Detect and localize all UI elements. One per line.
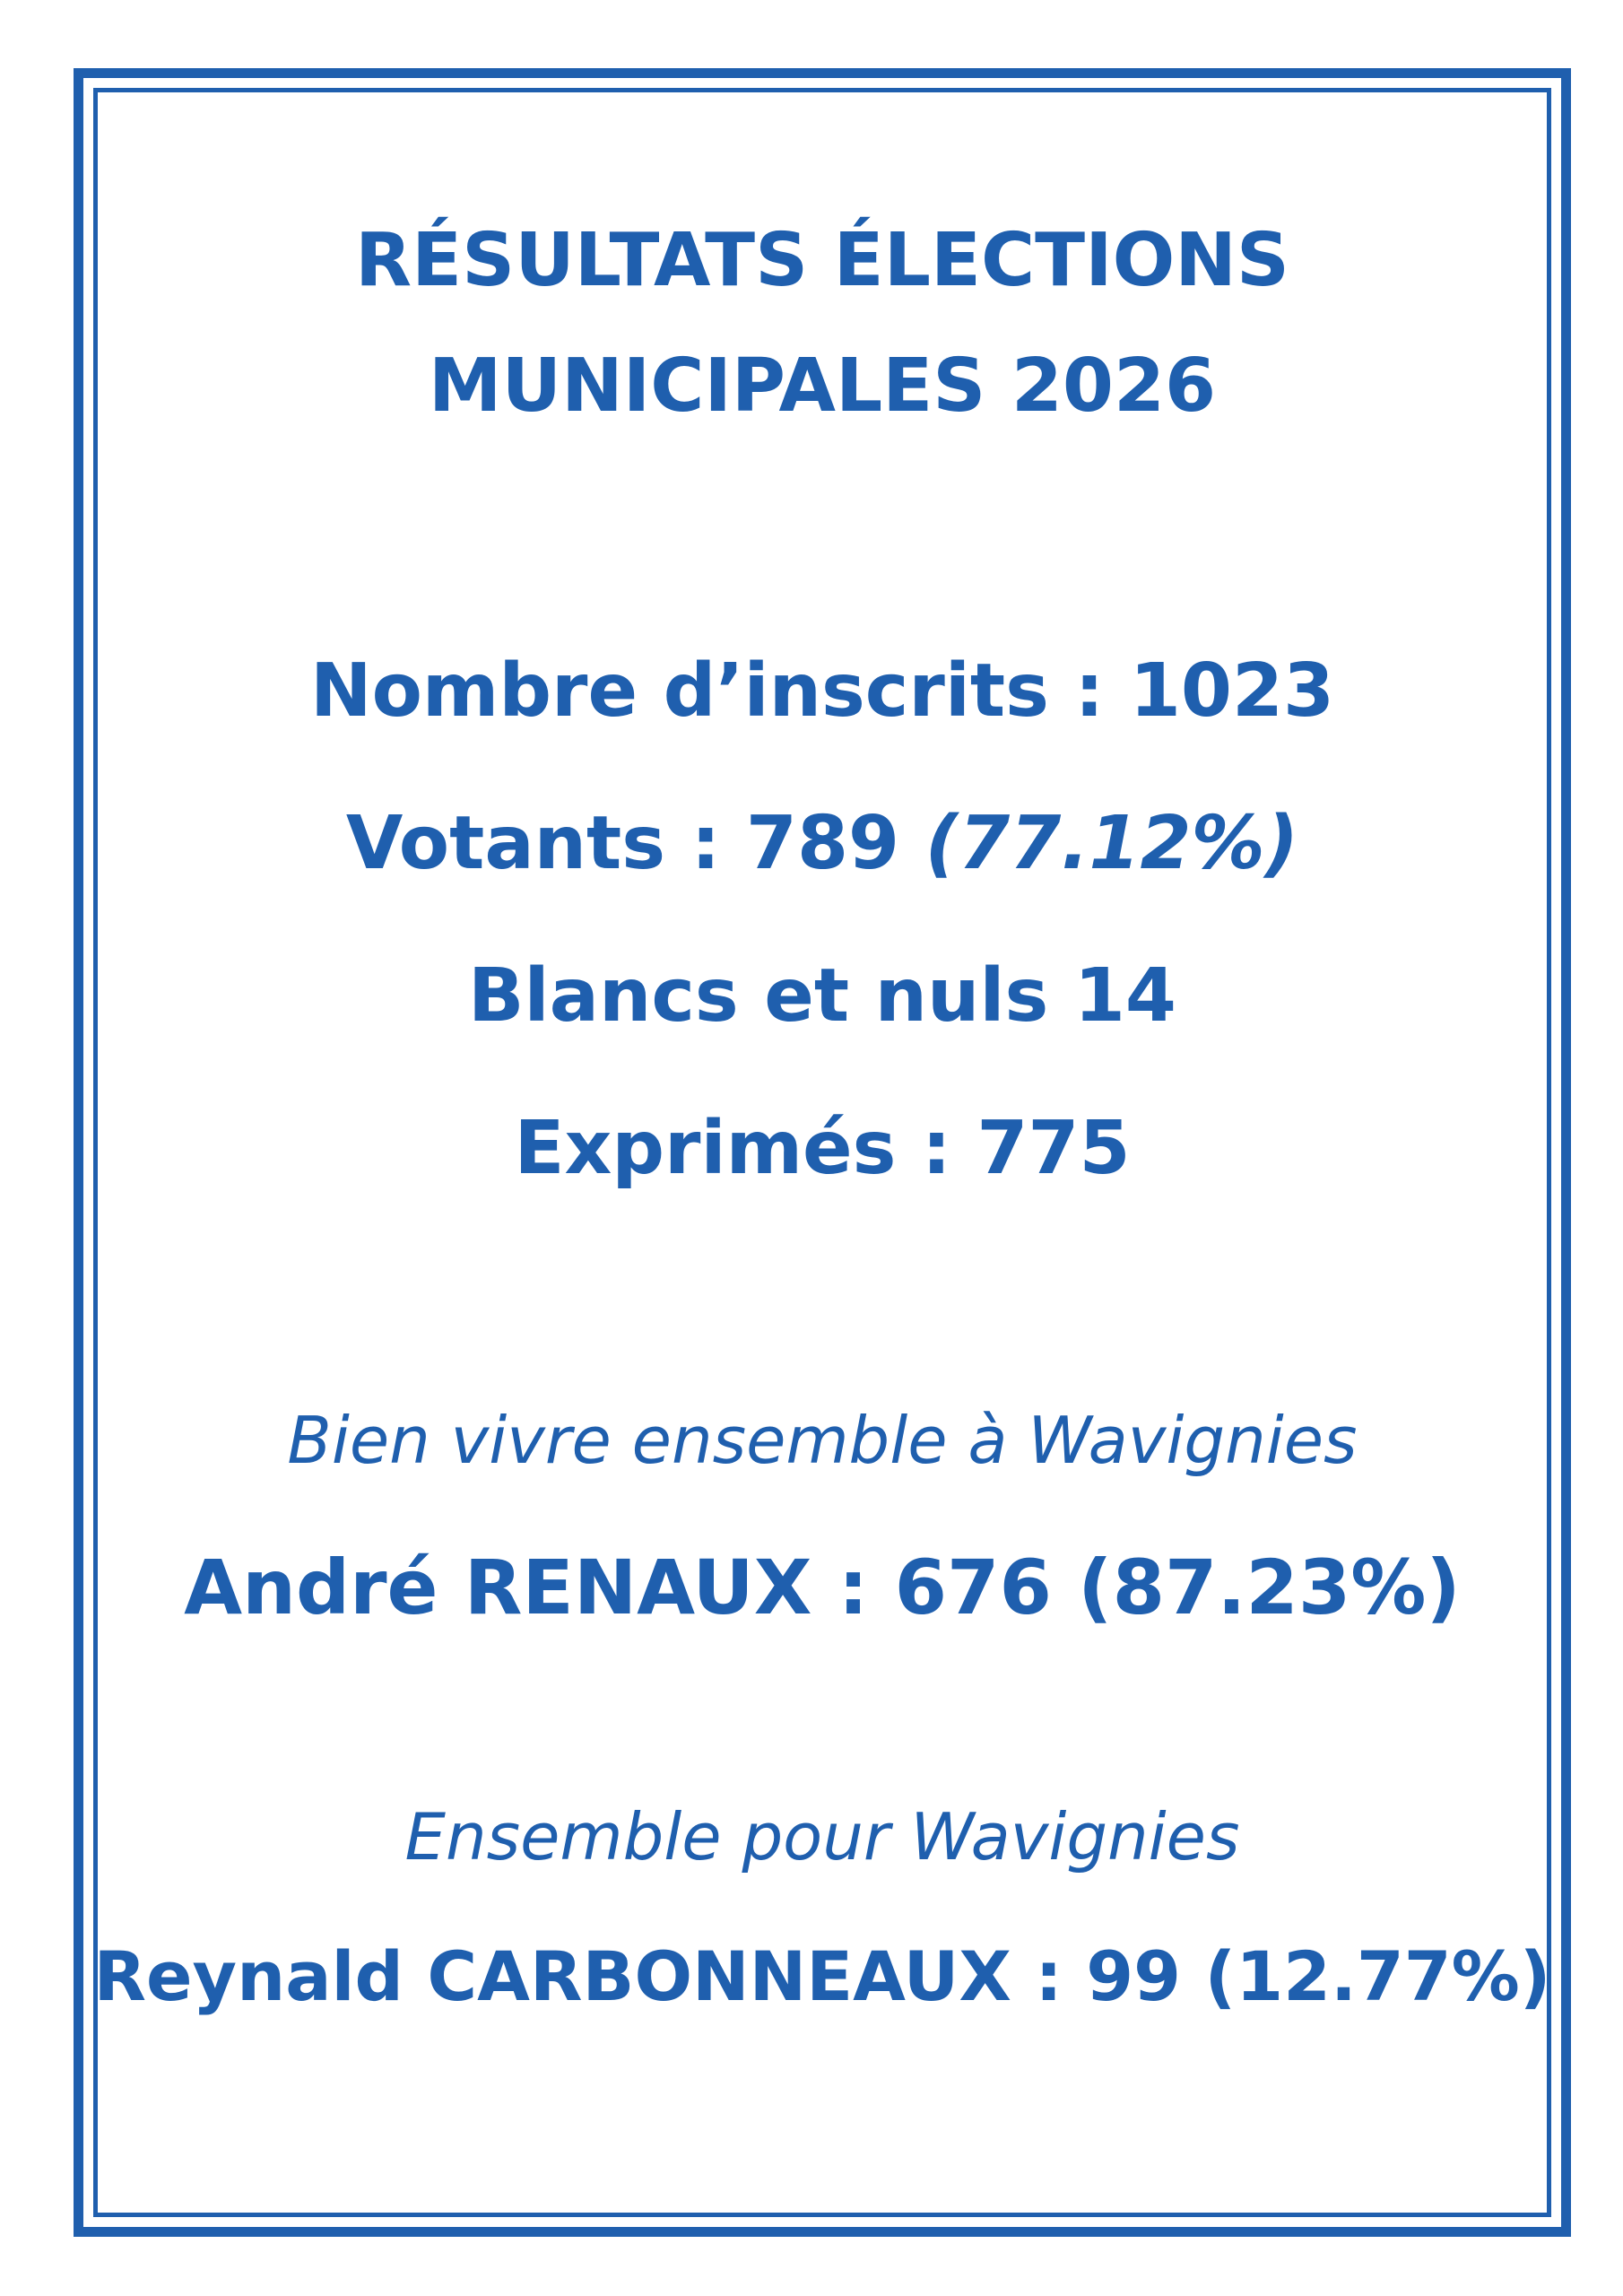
title-line-1: RÉSULTATS ÉLECTIONS	[355, 218, 1289, 303]
inscrits-count: Nombre d’inscrits : 1023	[309, 648, 1335, 734]
candidate-result-1: André RENAUX : 676 (87.23%)	[184, 1544, 1461, 1631]
exprimes-count: Exprimés : 775	[514, 1106, 1131, 1191]
candidate-result-2: Reynald CARBONNEAUX : 99 (12.77%)	[93, 1936, 1551, 2016]
title-line-2: MUNICIPALES 2026	[428, 344, 1217, 429]
list-name-2: Ensemble pour Wavignies	[404, 1799, 1240, 1874]
votants-line	[74, 801, 1571, 886]
blancs-nuls-count: Blancs et nuls 14	[468, 953, 1176, 1039]
votants-percentage: (77.12%)	[924, 801, 1299, 886]
list-name-1: Bien vivre ensemble à Wavignies	[287, 1403, 1358, 1478]
votants-count: Votants : 789	[345, 801, 900, 886]
